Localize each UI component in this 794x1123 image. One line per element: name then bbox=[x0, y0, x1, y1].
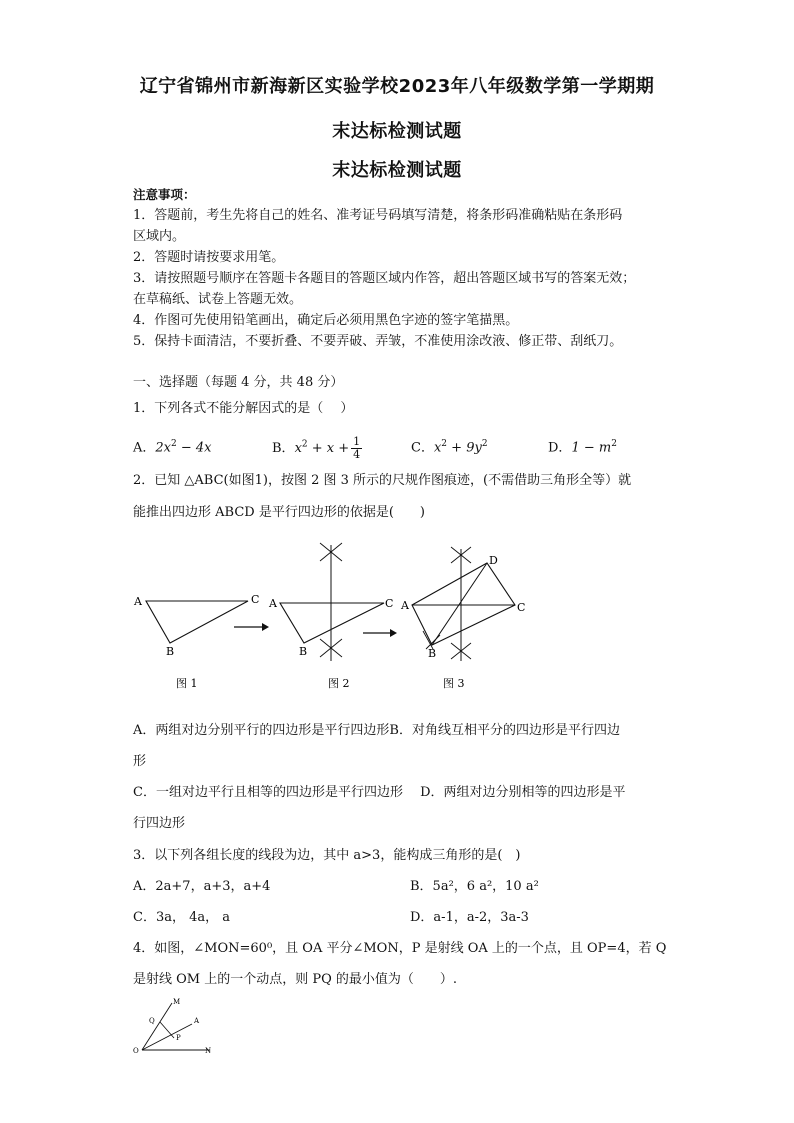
notes-item: 2．答题时请按要求用笔。 bbox=[133, 250, 285, 265]
point-label-c: C bbox=[251, 593, 260, 606]
exam-title-line3: 末达标检测试题 bbox=[332, 160, 462, 181]
question-2-stem-line1: 2．已知 △ABC(如图1)，按图 2 图 3 所示的尺规作图痕迹，(不需借助三角形全等）就 bbox=[133, 473, 632, 488]
q2-options-line3[interactable]: C．一组对边平行且相等的四边形是平行四边形 D．两组对边分别相等的四边形是平 bbox=[133, 785, 626, 800]
arrow-icon bbox=[363, 629, 397, 637]
notes-item: 区域内。 bbox=[133, 229, 186, 244]
section-heading: 一、选择题（每题 4 分，共 48 分） bbox=[133, 375, 344, 390]
q3-option-c[interactable]: C．3a， 4a， a bbox=[133, 910, 231, 925]
notes-item: 4．作图可先使用铅笔画出，确定后必须用黑色字迹的签字笔描黑。 bbox=[133, 313, 519, 328]
figure-2-caption: 图 2 bbox=[328, 677, 350, 690]
q1-option-c[interactable]: C．$x^2 + 9y^2$ bbox=[411, 439, 488, 456]
fraction: $\frac{1}{4}$ bbox=[353, 435, 361, 461]
question-2-stem-line2: 能推出四边形 ABCD 是平行四边形的依据是( ) bbox=[133, 505, 425, 520]
question-4-stem-line1: 4．如图，∠MON=60⁰，且 OA 平分∠MON，P 是射线 OA 上的一个点，且 OP=4，若 Q bbox=[133, 941, 667, 956]
point-label-c: C bbox=[385, 597, 394, 610]
parallelogram-abcd bbox=[412, 563, 515, 645]
question-3-stem: 3．以下列各组长度的线段为边，其中 a>3，能构成三角形的是( ) bbox=[133, 848, 521, 863]
question-4-stem-line2: 是射线 OM 上的一个动点，则 PQ 的最小值为（ ）. bbox=[133, 972, 458, 987]
point-label-a: A bbox=[134, 595, 142, 608]
point-label-b: B bbox=[428, 647, 437, 660]
q2-figures bbox=[130, 535, 530, 695]
point-label-p: P bbox=[176, 1034, 181, 1042]
exam-title-line2: 末达标检测试题 bbox=[332, 121, 462, 142]
point-label-m: M bbox=[173, 998, 181, 1006]
point-label-a: A bbox=[401, 599, 409, 612]
notes-item: 3．请按照题号顺序在答题卡各题目的答题区域内作答，超出答题区域书写的答案无效； bbox=[133, 271, 636, 286]
arrow-icon bbox=[234, 623, 269, 631]
point-label-n: N bbox=[205, 1047, 212, 1055]
point-label-c: C bbox=[517, 601, 526, 614]
segment-pq bbox=[160, 1022, 174, 1038]
point-label-d: D bbox=[489, 554, 498, 567]
q1-option-a[interactable]: A．$2x^2 - 4x$ bbox=[133, 439, 212, 456]
notes-item: 1．答题前，考生先将自己的姓名、准考证号码填写清楚，将条形码准确粘贴在条形码 bbox=[133, 208, 623, 223]
figure-3-caption: 图 3 bbox=[443, 677, 465, 690]
notes-item: 5．保持卡面清洁，不要折叠、不要弄破、弄皱，不准使用涂改液、修正带、刮纸刀。 bbox=[133, 334, 623, 349]
ray-om bbox=[142, 1003, 172, 1050]
question-1-stem: 1．下列各式不能分解因式的是（ ） bbox=[133, 401, 354, 416]
q1-option-d[interactable]: D．$1 - m^2$ bbox=[548, 439, 617, 456]
exam-title-line1: 辽宁省锦州市新海新区实验学校2023年八年级数学第一学期期 bbox=[139, 76, 655, 97]
point-label-o: O bbox=[133, 1047, 139, 1055]
figure-1-caption: 图 1 bbox=[176, 677, 198, 690]
triangle-abc bbox=[146, 601, 248, 643]
q2-options-line2: 形 bbox=[133, 754, 147, 769]
q1-option-b[interactable]: B．$x^2 + x$ + $\frac{1}{4}$ bbox=[272, 435, 361, 461]
q3-option-d[interactable]: D．a-1，a-2，3a-3 bbox=[410, 910, 529, 925]
point-label-b: B bbox=[166, 645, 175, 658]
triangle-abc-construction bbox=[280, 603, 384, 643]
figure-1 bbox=[133, 593, 259, 690]
q3-option-a[interactable]: A．2a+7，a+3，a+4 bbox=[133, 879, 271, 894]
point-label-a: A bbox=[269, 597, 277, 610]
figure-2 bbox=[268, 543, 393, 690]
point-label-b: B bbox=[299, 645, 308, 658]
point-label-q: Q bbox=[149, 1017, 155, 1025]
figure-3 bbox=[400, 547, 525, 690]
point-label-a: A bbox=[194, 1017, 200, 1025]
q3-option-b[interactable]: B．5a²，6 a²，10 a² bbox=[410, 879, 539, 894]
notes-heading: 注意事项： bbox=[133, 187, 196, 202]
ray-oa bbox=[142, 1024, 192, 1050]
notes-item: 在草稿纸、试卷上答题无效。 bbox=[133, 292, 303, 307]
diagonal-bd bbox=[432, 563, 487, 645]
q2-options-line1[interactable]: A．两组对边分别平行的四边形是平行四边形B．对角线互相平分的四边形是平行四边 bbox=[133, 723, 620, 738]
q4-figure bbox=[130, 995, 230, 1060]
q2-options-line4: 行四边形 bbox=[133, 816, 186, 831]
